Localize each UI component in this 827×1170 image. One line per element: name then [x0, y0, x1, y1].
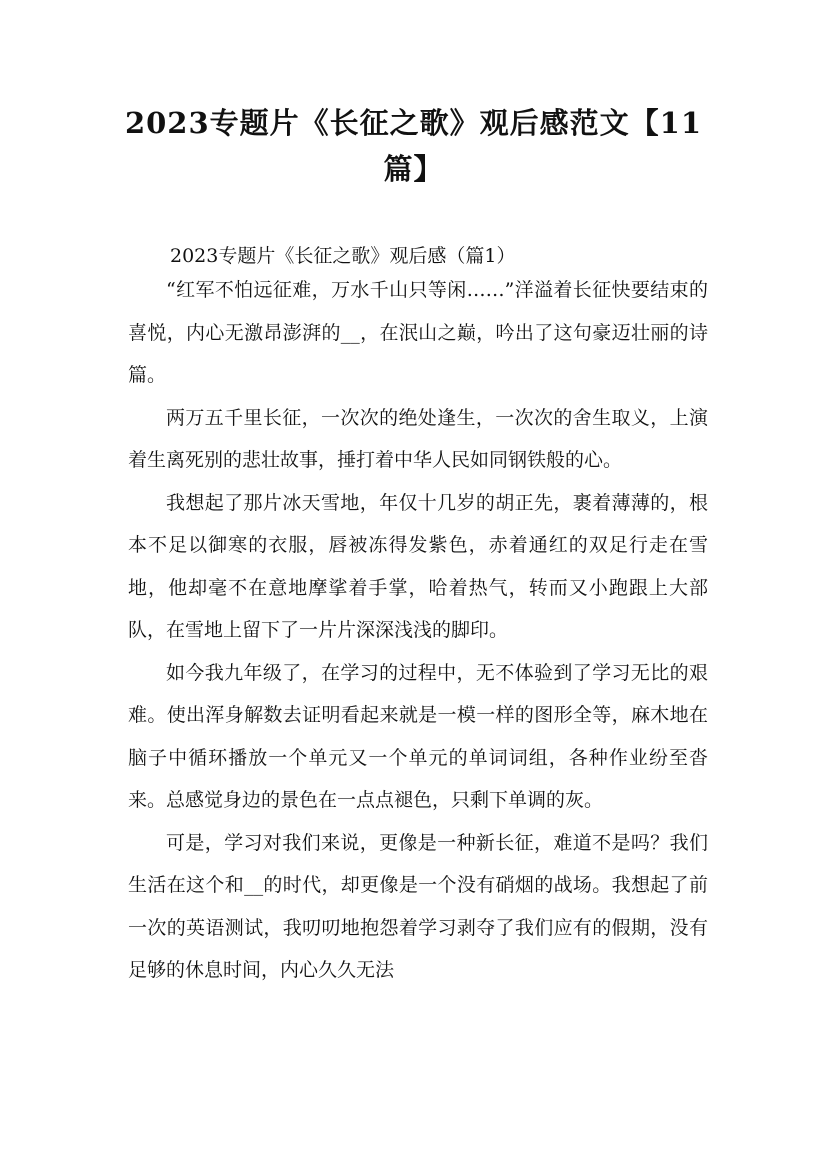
paragraph: 两万五千里长征，一次次的绝处逢生，一次次的舍生取义，上演着生离死别的悲壮故事，捶打着中华人民如同钢铁般的心。: [128, 406, 708, 471]
paragraph: “红军不怕远征难，万水千山只等闲……”洋溢着长征快要结束的喜悦，内心无激昂澎湃的__，在泯山之巅，吟出了这句豪迈壮丽的诗篇。: [128, 279, 708, 386]
section-heading: 2023专题片《长征之歌》观后感（篇1）: [170, 245, 516, 267]
paragraph: 可是，学习对我们来说，更像是一种新长征，难道不是吗？我们生活在这个和__的时代，却更像是一个没有硝烟的战场。我想起了前一次的英语测试，我叨叨地抱怨着学习剥夺了我们应有的假期，没有足够的休息时间，内心久久无法: [128, 831, 708, 981]
document-body: [128, 269, 708, 992]
paragraph: 我想起了那片冰天雪地，年仅十几岁的胡正先，裹着薄薄的，根本不足以御寒的衣服，唇被冻得发紫色，赤着通红的双足行走在雪地，他却毫不在意地摩挲着手掌，哈着热气，转而又小跑跟上大部队，在雪地上留下了一片片深深浅浅的脚印。: [128, 491, 708, 641]
paragraph: 如今我九年级了，在学习的过程中，无不体验到了学习无比的艰难。使出浑身解数去证明看起来就是一模一样的图形全等，麻木地在脑子中循环播放一个单元又一个单元的单词词组，各种作业纷至沓来。总感觉身边的景色在一点点褪色，只剩下单调的灰。: [128, 661, 708, 811]
document-title: 2023专题片《长征之歌》观后感范文【11篇】: [124, 106, 703, 186]
